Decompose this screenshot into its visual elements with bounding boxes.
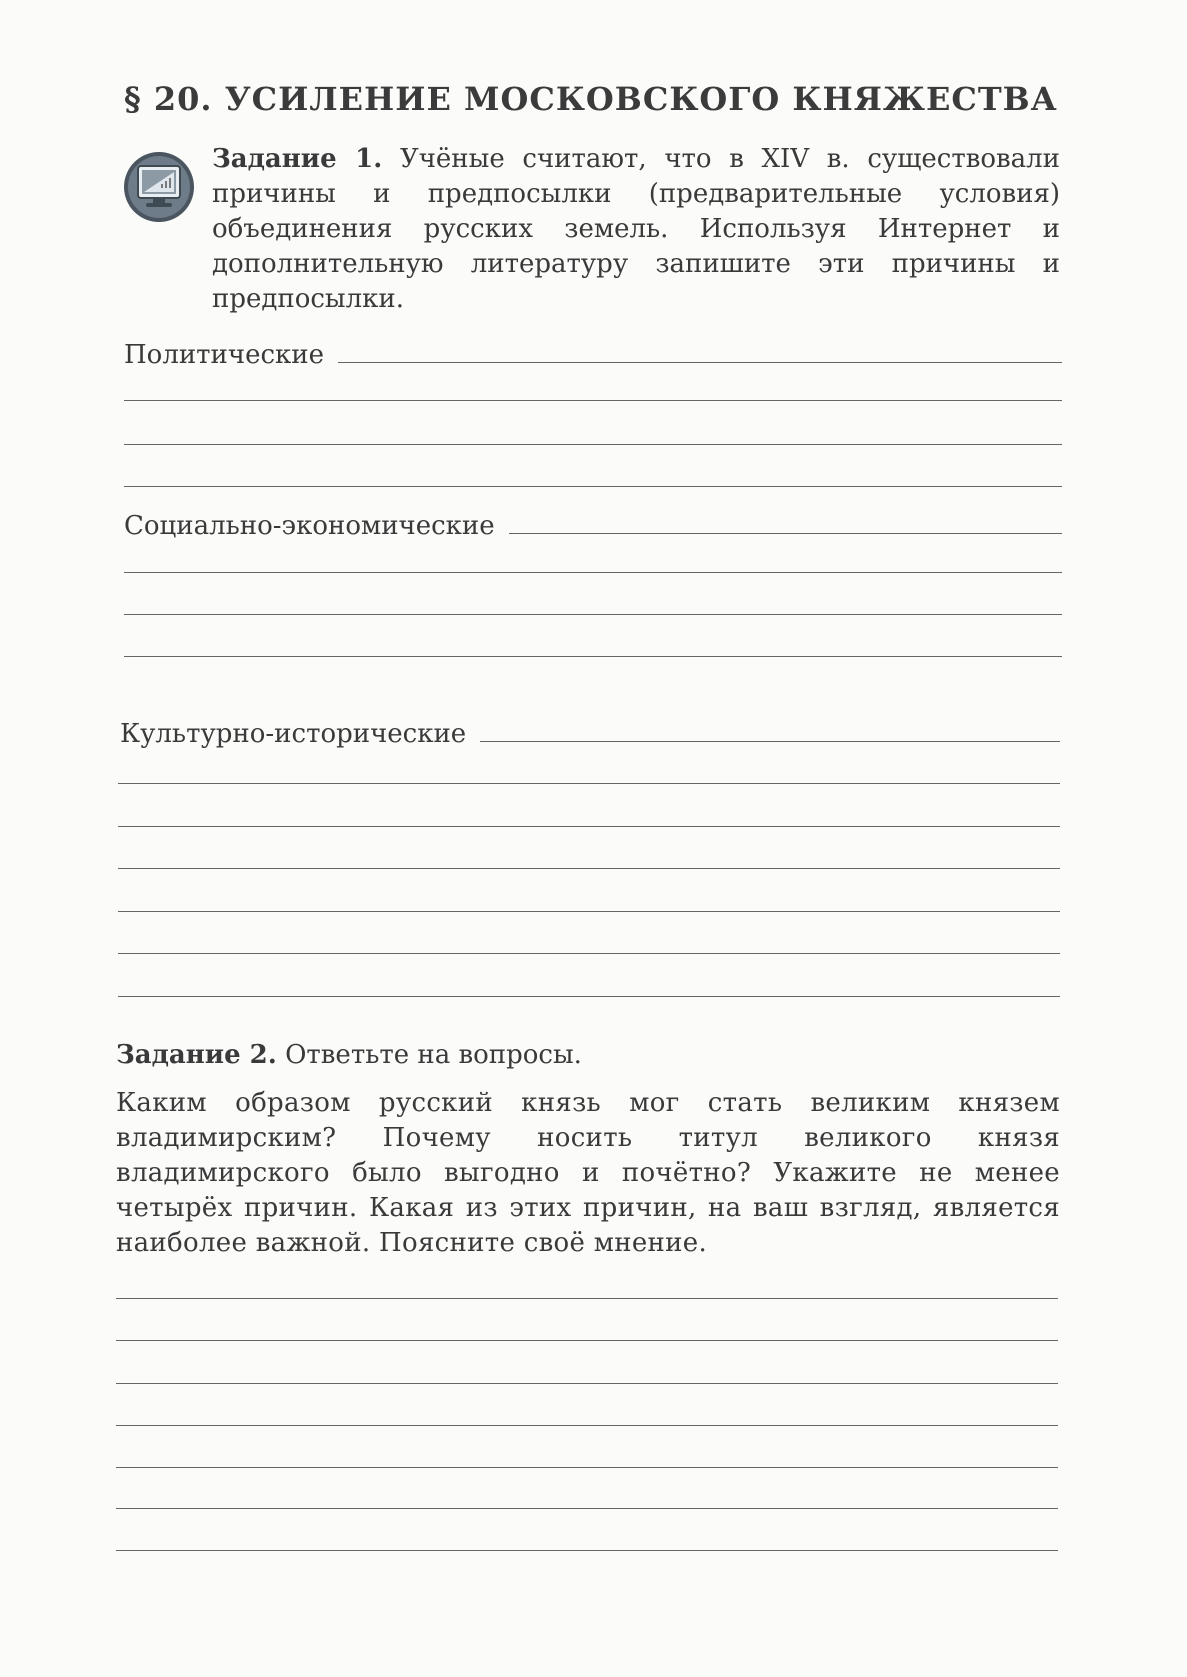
section-socio-economic bbox=[124, 507, 1062, 541]
section-political bbox=[124, 336, 1062, 370]
answer-line[interactable] bbox=[118, 996, 1060, 997]
task-2-heading: Задание 2. bbox=[116, 1040, 277, 1070]
answer-line[interactable] bbox=[116, 1298, 1058, 1299]
answer-line[interactable] bbox=[118, 953, 1060, 954]
answer-line[interactable] bbox=[124, 572, 1062, 573]
task-2-heading-row bbox=[116, 1040, 582, 1070]
answer-line[interactable] bbox=[116, 1550, 1058, 1551]
task-2-subtitle: Ответьте на вопросы. bbox=[285, 1040, 582, 1070]
answer-line[interactable] bbox=[124, 486, 1062, 487]
answer-line[interactable] bbox=[509, 533, 1062, 534]
computer-monitor-icon bbox=[122, 150, 196, 224]
answer-line[interactable] bbox=[124, 444, 1062, 445]
answer-line[interactable] bbox=[124, 614, 1062, 615]
section-cultural-historical-label: Культурно-исторические bbox=[120, 719, 467, 749]
task-1-heading: Задание 1. bbox=[212, 144, 383, 174]
answer-line[interactable] bbox=[116, 1508, 1058, 1509]
answer-line[interactable] bbox=[116, 1340, 1058, 1341]
answer-line[interactable] bbox=[116, 1383, 1058, 1384]
answer-line[interactable] bbox=[338, 362, 1062, 363]
answer-line[interactable] bbox=[124, 656, 1062, 657]
section-socio-economic-label: Социально-экономические bbox=[124, 511, 495, 541]
section-cultural-historical bbox=[120, 715, 1060, 749]
answer-line[interactable] bbox=[480, 741, 1060, 742]
answer-line[interactable] bbox=[118, 911, 1060, 912]
task-1-text: Учёные считают, что в XIV в. существовали причины и предпосылки (предварительные условия) объединения русских земель. Используя Интернет и дополнительную литературу запишите эти причины и предпосылки. bbox=[212, 144, 1061, 314]
task-2-text: Каким образом русский князь мог стать великим князем владимирским? Почему носить титул великого князя владимирского было выгодно и почётно? Укажите не менее четырёх причин. Какая из этих причин, на ваш взгляд, является наиболее важной. Поясните своё мнение. bbox=[116, 1088, 1060, 1258]
task-1 bbox=[212, 142, 1060, 317]
page-title: § 20. УСИЛЕНИЕ МОСКОВСКОГО КНЯЖЕСТВА bbox=[124, 80, 1058, 118]
answer-line[interactable] bbox=[118, 868, 1060, 869]
answer-line[interactable] bbox=[116, 1425, 1058, 1426]
section-political-label: Политические bbox=[124, 340, 324, 370]
answer-line[interactable] bbox=[116, 1467, 1058, 1468]
answer-line[interactable] bbox=[124, 400, 1062, 401]
answer-line[interactable] bbox=[118, 826, 1060, 827]
answer-line[interactable] bbox=[118, 783, 1060, 784]
